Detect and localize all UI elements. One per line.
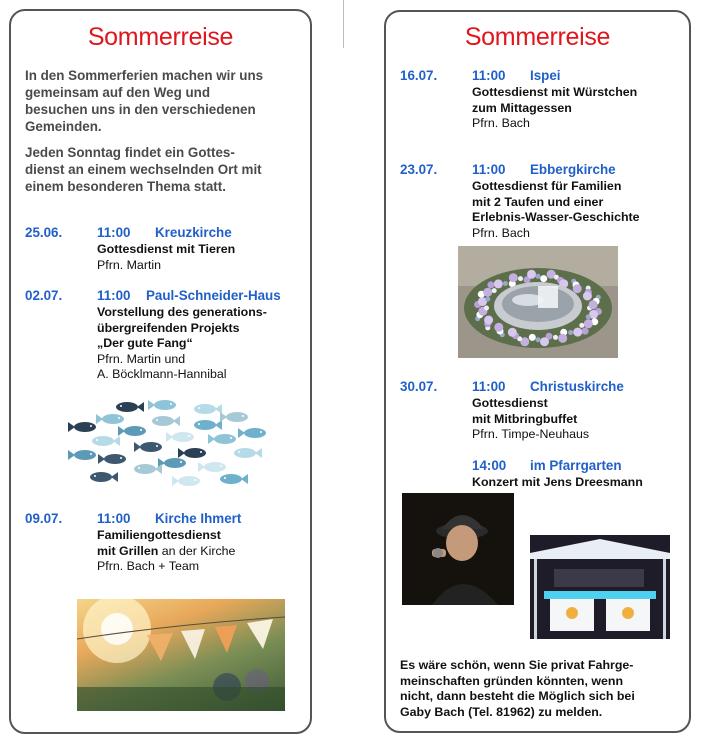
intro1-line: besuchen uns in den verschiedenen <box>25 102 256 117</box>
event-time: 11:00 <box>472 379 506 394</box>
page-divider <box>343 0 344 48</box>
intro2-line: dienst an einem wechselnden Ort mit <box>25 162 262 177</box>
desc-bold: übergreifenden Projekts <box>97 320 240 335</box>
desc-bold: Familiengottesdienst <box>97 528 221 542</box>
desc-text: Pfrn. Martin und <box>97 351 186 366</box>
fish-school-image <box>55 397 275 489</box>
event-description <box>472 475 643 491</box>
event-description <box>472 396 589 443</box>
desc-bold: „Der gute Fang“ <box>97 336 193 350</box>
intro1-line: Gemeinden. <box>25 119 102 134</box>
desc-text: Pfrn. Bach + Team <box>97 559 200 573</box>
desc-text: Pfrn. Timpe-Neuhaus <box>472 427 590 441</box>
event-date: 30.07. <box>400 379 438 394</box>
left-title: Sommerreise <box>87 23 234 51</box>
event-time: 11:00 <box>97 225 131 240</box>
event-date: 25.06. <box>25 225 63 240</box>
event-place: Paul-Schneider-Haus <box>146 288 281 303</box>
intro1-line: gemeinsam auf den Weg und <box>25 85 211 100</box>
event-description <box>472 179 640 241</box>
event-date: 02.07. <box>25 288 63 303</box>
desc-bold: mit 2 Taufen und einer <box>472 194 604 209</box>
event-time: 14:00 <box>472 458 507 473</box>
desc-bold: Erlebnis-Wasser-Geschichte <box>472 210 640 224</box>
intro2-line: einem besonderen Thema statt. <box>25 179 226 194</box>
desc-bold: mit Mitbringbuffet <box>472 411 578 426</box>
singer-photo <box>402 493 514 605</box>
stage-photo <box>530 535 670 639</box>
event-description <box>97 528 235 575</box>
event-date: 09.07. <box>25 511 63 526</box>
desc-text: an der Kirche <box>158 543 236 558</box>
desc-text: A. Böcklmann-Hannibal <box>97 367 227 381</box>
desc-text: Pfrn. Martin <box>97 257 162 272</box>
desc-bold: Vorstellung des generations- <box>97 305 267 319</box>
closing-line: Es wäre schön, wenn Sie privat Fahrge- <box>400 658 634 672</box>
desc-text: Pfrn. Bach <box>472 116 530 130</box>
event-place: Kirche Ihmert <box>155 511 242 526</box>
closing-note <box>400 658 635 720</box>
event-place: Ispei <box>530 68 561 83</box>
desc-bold: Gottesdienst für Familien <box>472 179 622 193</box>
desc-text: Pfrn. Bach <box>472 225 530 240</box>
event-time: 11:00 <box>97 511 131 526</box>
event-date: 23.07. <box>400 162 438 177</box>
closing-line: Gaby Bach (Tel. 81962) zu melden. <box>400 704 603 719</box>
event-time: 11:00 <box>472 162 506 177</box>
baptism-font-image <box>458 246 618 358</box>
desc-bold: mit Grillen <box>97 543 159 558</box>
event-place: Kreuzkirche <box>155 225 232 240</box>
intro-paragraph-2 <box>25 144 262 195</box>
intro1-line: In den Sommerferien machen wir uns <box>25 68 264 83</box>
intro-paragraph-1 <box>25 67 263 135</box>
desc-bold: Gottesdienst mit Würstchen <box>472 85 638 99</box>
event-place: Christuskirche <box>530 379 624 394</box>
event-description <box>472 85 637 132</box>
garden-party-image <box>77 599 285 711</box>
event-place: im Pfarrgarten <box>530 458 622 473</box>
right-panel <box>384 10 691 733</box>
event-time: 11:00 <box>97 288 131 303</box>
event-time: 11:00 <box>472 68 506 83</box>
event-description <box>97 305 267 383</box>
desc-bold: Konzert mit Jens Dreesmann <box>472 475 643 489</box>
closing-line: meinschaften gründen könnten, wenn <box>400 673 624 688</box>
left-panel <box>9 9 312 734</box>
event-date: 16.07. <box>400 68 438 83</box>
intro2-line: Jeden Sonntag findet ein Gottes- <box>25 145 235 160</box>
desc-bold: zum Mittagessen <box>472 100 572 115</box>
event-place: Ebbergkirche <box>530 162 616 177</box>
event-description <box>97 242 235 273</box>
right-title: Sommerreise <box>464 23 611 51</box>
closing-line: nicht, dann besteht die Möglich sich bei <box>400 689 635 703</box>
desc-bold: Gottesdienst mit Tieren <box>97 242 236 256</box>
desc-bold: Gottesdienst <box>472 396 548 410</box>
